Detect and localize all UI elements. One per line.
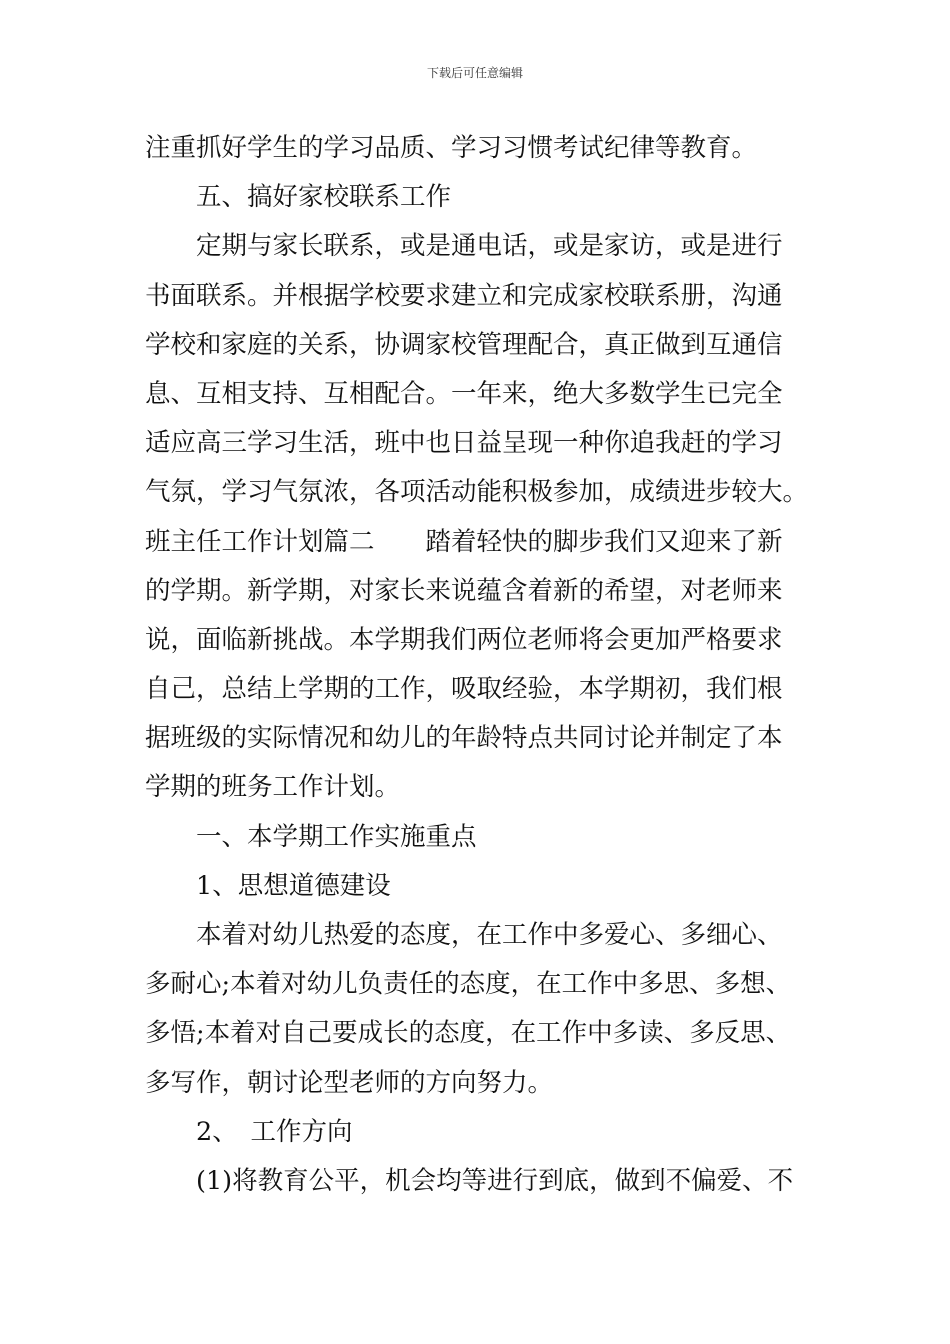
document-body xyxy=(145,124,810,1206)
text-line: 一、本学期工作实施重点 xyxy=(196,821,477,852)
text-line: 班主任工作计划篇二 踏着轻快的脚步我们又迎来了新 xyxy=(145,526,783,557)
text-line: 息、互相支持、互相配合。一年来，绝大多数学生已完全 xyxy=(145,378,783,409)
text-line: 1、思想道德建设 xyxy=(196,870,391,901)
text-line: 多悟;本着对自己要成长的态度，在工作中多读、多反思、 xyxy=(145,1018,792,1049)
text-line: 自己，总结上学期的工作，吸取经验，本学期初，我们根 xyxy=(145,674,783,705)
text-line: (1)将教育公平，机会均等进行到底，做到不偏爱、不 xyxy=(196,1165,794,1196)
text-line: 多写作，朝讨论型老师的方向努力。 xyxy=(145,1067,554,1098)
text-line: 定期与家长联系，或是通电话，或是家访，或是进行 xyxy=(196,231,783,262)
text-line: 多耐心;本着对幼儿负责任的态度，在工作中多思、多想、 xyxy=(145,969,792,1000)
text-line: 书面联系。并根据学校要求建立和完成家校联系册，沟通 xyxy=(145,280,783,311)
text-line: 五、搞好家校联系工作 xyxy=(196,182,452,213)
text-line: 的学期。新学期，对家长来说蕴含着新的希望，对老师来 xyxy=(145,575,783,606)
text-line: 注重抓好学生的学习品质、学习习惯考试纪律等教育。 xyxy=(145,133,758,163)
text-line: 2、 工作方向 xyxy=(196,1116,353,1147)
text-line: 本着对幼儿热爱的态度，在工作中多爱心、多细心、 xyxy=(196,920,783,950)
text-line: 据班级的实际情况和幼儿的年龄特点共同讨论并制定了本 xyxy=(145,723,783,754)
text-line: 说，面临新挑战。本学期我们两位老师将会更加严格要求 xyxy=(145,624,783,655)
text-line: 气氛，学习气氛浓，各项活动能积极参加，成绩进步较大。 xyxy=(145,477,809,508)
text-line: 学期的班务工作计划。 xyxy=(145,772,401,803)
page-header: 下载后可任意编辑 xyxy=(426,66,523,80)
text-line: 学校和家庭的关系，协调家校管理配合，真正做到互通信 xyxy=(145,329,783,360)
text-line: 适应高三学习生活，班中也日益呈现一种你追我赶的学习 xyxy=(145,428,783,459)
